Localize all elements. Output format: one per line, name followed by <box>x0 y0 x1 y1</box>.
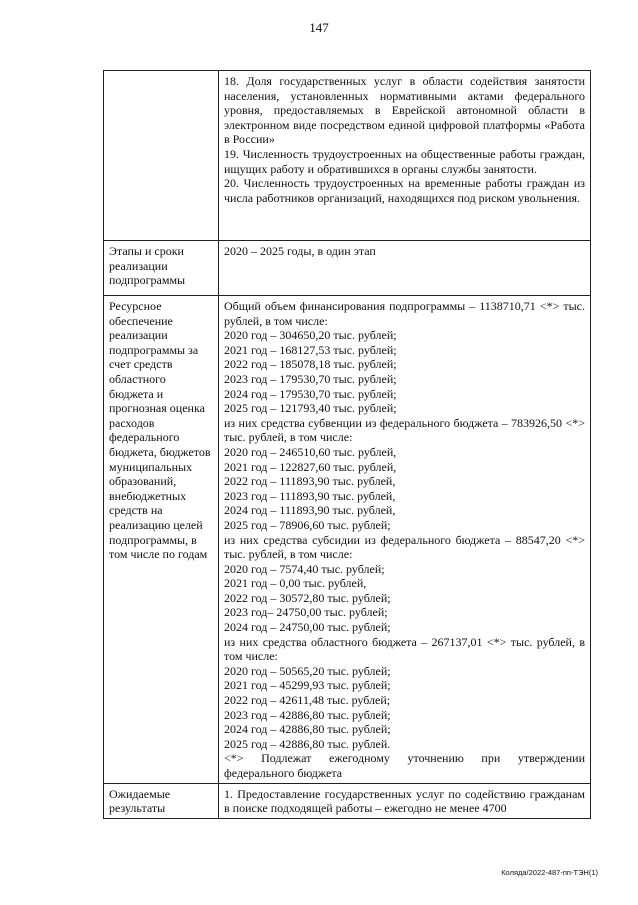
table-row <box>104 241 591 296</box>
year-line: 2020 год – 50565,20 тыс. рублей; <box>224 663 391 678</box>
table-row <box>104 296 591 784</box>
year-line: 2022 год – 30572,80 тыс. рублей; <box>224 590 391 605</box>
year-line: 2024 год – 111893,90 тыс. рублей, <box>224 503 396 518</box>
document-code: Коляда/2022-487-пп-ТЭН(1) <box>501 868 598 877</box>
row-label <box>104 71 219 241</box>
result-1: 1. Предоставление государственных услуг по содействию гражданам в поиске подходящей работы – ежегодно не менее 4700 <box>224 786 585 816</box>
year-line: 2022 год – 111893,90 тыс. рублей, <box>224 474 396 489</box>
year-line: 2023 год– 24750,00 тыс. рублей; <box>224 605 388 620</box>
regional-budget-total: из них средства областного бюджета – 267137,01 <*> тыс. рублей, в том числе: <box>224 634 585 664</box>
year-line: 2024 год – 24750,00 тыс. рублей; <box>224 620 391 635</box>
footnote: <*> Подлежат ежегодному уточнению при утверждении федерального бюджета <box>224 751 585 780</box>
row-label-results: Ожидаемые результаты <box>104 783 219 818</box>
year-line: 2021 год – 0,00 тыс. рублей, <box>224 576 367 591</box>
year-line: 2021 год – 45299,93 тыс. рублей; <box>224 678 391 693</box>
year-line: 2023 год – 111893,90 тыс. рублей, <box>224 488 396 503</box>
year-line: 2025 год – 78906,60 тыс. рублей; <box>224 517 391 532</box>
page-number: 147 <box>309 20 329 35</box>
year-line: 2021 год – 168127,53 тыс. рублей; <box>224 342 397 357</box>
year-line: 2024 год – 179530,70 тыс. рублей; <box>224 386 397 401</box>
year-line: 2025 год – 42886,80 тыс. рублей. <box>224 736 391 751</box>
stages-text: 2020 – 2025 годы, в один этап <box>224 244 376 258</box>
table-row <box>104 783 591 818</box>
row-content <box>219 71 591 241</box>
year-line: 2025 год – 121793,40 тыс. рублей; <box>224 401 397 416</box>
row-label-stages: Этапы и сроки реализации подпрограммы <box>104 241 219 296</box>
row-content-resources <box>219 296 591 784</box>
year-line: 2021 год – 122827,60 тыс. рублей, <box>224 459 397 474</box>
row-content-results <box>219 783 591 818</box>
year-line: 2020 год – 246510,60 тыс. рублей, <box>224 444 397 459</box>
passport-table <box>103 70 591 819</box>
year-line: 2020 год – 304650,20 тыс. рублей; <box>224 328 397 343</box>
year-line: 2022 год – 42611,48 тыс. рублей; <box>224 693 391 708</box>
indicator-18: 18. Доля государственных услуг в области содействия занятости населения, установленных нормативными актами федерального уровня, предоставляемых в Еврейской автономной области в электронном виде посредством единой цифровой платформы «Работа в России» <box>224 74 585 147</box>
year-line: 2023 год – 179530,70 тыс. рублей; <box>224 371 397 386</box>
year-line: 2022 год – 185078,18 тыс. рублей; <box>224 357 397 372</box>
table-row <box>104 71 591 241</box>
indicator-19: 19. Численность трудоустроенных на общественные работы граждан, ищущих работу и обратившихся в органы службы занятости. <box>224 146 585 176</box>
year-line: 2023 год – 42886,80 тыс. рублей; <box>224 707 391 722</box>
subvention-total: из них средства субвенции из федерального бюджета – 783926,50 <*> тыс. рублей, в том числе: <box>224 415 585 445</box>
row-content-stages <box>219 241 591 296</box>
row-label-resources: Ресурсное обеспечение реализации подпрограммы за счет средств областного бюджета и прогнозная оценка расходов федерального бюджета, бюджетов муниципальных образований, внебюджетных средств на реализацию целей подпрограммы, в том числе по годам <box>104 296 219 784</box>
subsidy-total: из них средства субсидии из федерального бюджета – 88547,20 <*> тыс. рублей, в том числе: <box>224 532 585 562</box>
year-line: 2024 год – 42886,80 тыс. рублей; <box>224 722 391 737</box>
total-financing: Общий объем финансирования подпрограммы – 1138710,71 <*> тыс. рублей, в том числе: <box>224 299 585 328</box>
indicator-20: 20. Численность трудоустроенных на временные работы граждан из числа работников организаций, находящихся под риском увольнения. <box>224 176 585 205</box>
year-line: 2020 год – 7574,40 тыс. рублей; <box>224 561 385 576</box>
